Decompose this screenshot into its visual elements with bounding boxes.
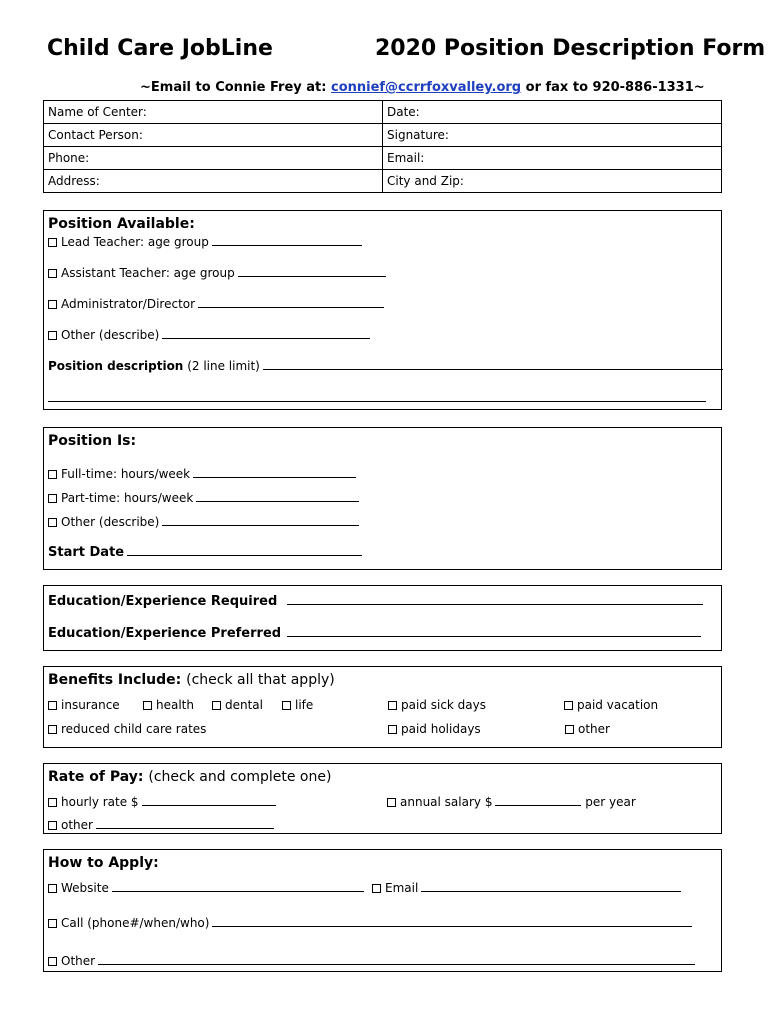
name-of-center-field[interactable]: Name of Center:: [44, 101, 383, 124]
how-to-apply-section: [43, 849, 722, 972]
rate-of-pay-hint: (check and complete one): [148, 769, 332, 785]
form-title-left: Child Care JobLine: [47, 36, 273, 61]
date-field[interactable]: Date:: [383, 101, 722, 124]
contact-person-field[interactable]: Contact Person:: [44, 124, 383, 147]
signature-field[interactable]: Signature:: [383, 124, 722, 147]
email-field[interactable]: Email:: [383, 147, 722, 170]
description-second-line[interactable]: [48, 401, 706, 402]
benefit-dental[interactable]: dental: [212, 698, 263, 712]
fill-line[interactable]: [193, 466, 356, 478]
administrator-option[interactable]: Administrator/Director: [48, 296, 384, 311]
apply-website-option[interactable]: Website: [48, 880, 364, 895]
table-row: [44, 147, 722, 170]
fill-line[interactable]: [142, 794, 276, 806]
email-instruction: [140, 80, 705, 95]
checkbox-icon[interactable]: [48, 470, 57, 479]
checkbox-icon[interactable]: [388, 701, 397, 710]
checkbox-icon[interactable]: [565, 725, 574, 734]
checkbox-icon[interactable]: [564, 701, 573, 710]
email-link[interactable]: connief@ccrrfoxvalley.org: [330, 80, 522, 95]
benefit-insurance[interactable]: insurance: [48, 698, 120, 712]
city-zip-field[interactable]: City and Zip:: [383, 170, 722, 193]
fill-line[interactable]: [212, 234, 362, 246]
rate-of-pay-title-row: [48, 769, 331, 785]
how-to-apply-title: How to Apply:: [48, 855, 159, 871]
education-preferred-row: [48, 625, 701, 641]
fill-line[interactable]: [98, 953, 695, 965]
annual-salary-option[interactable]: annual salary $ per year: [387, 794, 636, 809]
benefit-paid-sick-days[interactable]: paid sick days: [388, 698, 486, 712]
benefit-paid-vacation[interactable]: paid vacation: [564, 698, 658, 712]
apply-call-option[interactable]: Call (phone#/when/who): [48, 915, 692, 930]
fill-line[interactable]: [287, 625, 701, 637]
position-available-section: [43, 210, 722, 410]
checkbox-icon[interactable]: [48, 331, 57, 340]
fill-line[interactable]: [263, 358, 723, 370]
other-pay-option[interactable]: other: [48, 817, 274, 832]
benefit-paid-holidays[interactable]: paid holidays: [388, 722, 481, 736]
position-description-hint: (2 line limit): [187, 359, 260, 373]
checkbox-icon[interactable]: [48, 957, 57, 966]
full-time-option[interactable]: Full-time: hours/week: [48, 466, 356, 481]
checkbox-icon[interactable]: [48, 238, 57, 247]
education-section: [43, 585, 722, 651]
checkbox-icon[interactable]: [48, 300, 57, 309]
lead-teacher-option[interactable]: Lead Teacher: age group: [48, 234, 362, 249]
table-row: [44, 170, 722, 193]
checkbox-icon[interactable]: [48, 701, 57, 710]
checkbox-icon[interactable]: [48, 494, 57, 503]
fill-line[interactable]: [127, 544, 362, 556]
checkbox-icon[interactable]: [372, 884, 381, 893]
phone-field[interactable]: Phone:: [44, 147, 383, 170]
checkbox-icon[interactable]: [282, 701, 291, 710]
rate-of-pay-section: [43, 763, 722, 834]
apply-email-option[interactable]: Email: [372, 880, 681, 895]
checkbox-icon[interactable]: [48, 884, 57, 893]
fill-line[interactable]: [162, 327, 370, 339]
checkbox-icon[interactable]: [48, 269, 57, 278]
fill-line[interactable]: [287, 593, 703, 605]
email-suffix: or fax to 920-886-1331~: [525, 80, 705, 95]
fill-line[interactable]: [196, 490, 359, 502]
checkbox-icon[interactable]: [387, 798, 396, 807]
education-required-row: [48, 593, 703, 609]
checkbox-icon[interactable]: [212, 701, 221, 710]
fill-line[interactable]: [112, 880, 364, 892]
other-position-option[interactable]: Other (describe): [48, 327, 370, 342]
form-title-right: 2020 Position Description Form: [375, 36, 766, 61]
education-required-label: Education/Experience Required: [48, 594, 278, 609]
apply-other-option[interactable]: Other: [48, 953, 695, 968]
fill-line[interactable]: [421, 880, 681, 892]
position-description-row: [48, 358, 723, 373]
benefit-life[interactable]: life: [282, 698, 313, 712]
education-preferred-label: Education/Experience Preferred: [48, 626, 282, 641]
start-date-row: [48, 544, 362, 560]
benefits-title-row: [48, 672, 335, 688]
benefits-section: [43, 666, 722, 748]
benefit-health[interactable]: health: [143, 698, 194, 712]
benefit-reduced-child-care[interactable]: reduced child care rates: [48, 722, 206, 736]
other-hours-option[interactable]: Other (describe): [48, 514, 359, 529]
checkbox-icon[interactable]: [388, 725, 397, 734]
checkbox-icon[interactable]: [48, 798, 57, 807]
per-year-label: per year: [585, 795, 636, 809]
contact-info-table: [43, 100, 722, 193]
checkbox-icon[interactable]: [48, 919, 57, 928]
fill-line[interactable]: [96, 817, 274, 829]
benefit-other[interactable]: other: [565, 722, 610, 736]
position-available-title: Position Available:: [48, 216, 195, 232]
hourly-rate-option[interactable]: hourly rate $: [48, 794, 276, 809]
rate-of-pay-title: Rate of Pay:: [48, 769, 144, 785]
table-row: [44, 101, 722, 124]
email-prefix: ~Email to Connie Frey at:: [140, 80, 327, 95]
table-row: [44, 124, 722, 147]
fill-line[interactable]: [162, 514, 359, 526]
fill-line[interactable]: [212, 915, 692, 927]
address-field[interactable]: Address:: [44, 170, 383, 193]
checkbox-icon[interactable]: [48, 725, 57, 734]
checkbox-icon[interactable]: [143, 701, 152, 710]
fill-line[interactable]: [198, 296, 384, 308]
position-is-title: Position Is:: [48, 433, 137, 449]
checkbox-icon[interactable]: [48, 518, 57, 527]
fill-line[interactable]: [495, 794, 581, 806]
part-time-option[interactable]: Part-time: hours/week: [48, 490, 359, 505]
fill-line[interactable]: [238, 265, 386, 277]
benefits-hint: (check all that apply): [186, 672, 335, 688]
checkbox-icon[interactable]: [48, 821, 57, 830]
assistant-teacher-option[interactable]: Assistant Teacher: age group: [48, 265, 386, 280]
position-description-label: Position description: [48, 359, 184, 373]
start-date-label: Start Date: [48, 545, 125, 560]
position-is-section: [43, 427, 722, 570]
benefits-title: Benefits Include:: [48, 672, 182, 688]
